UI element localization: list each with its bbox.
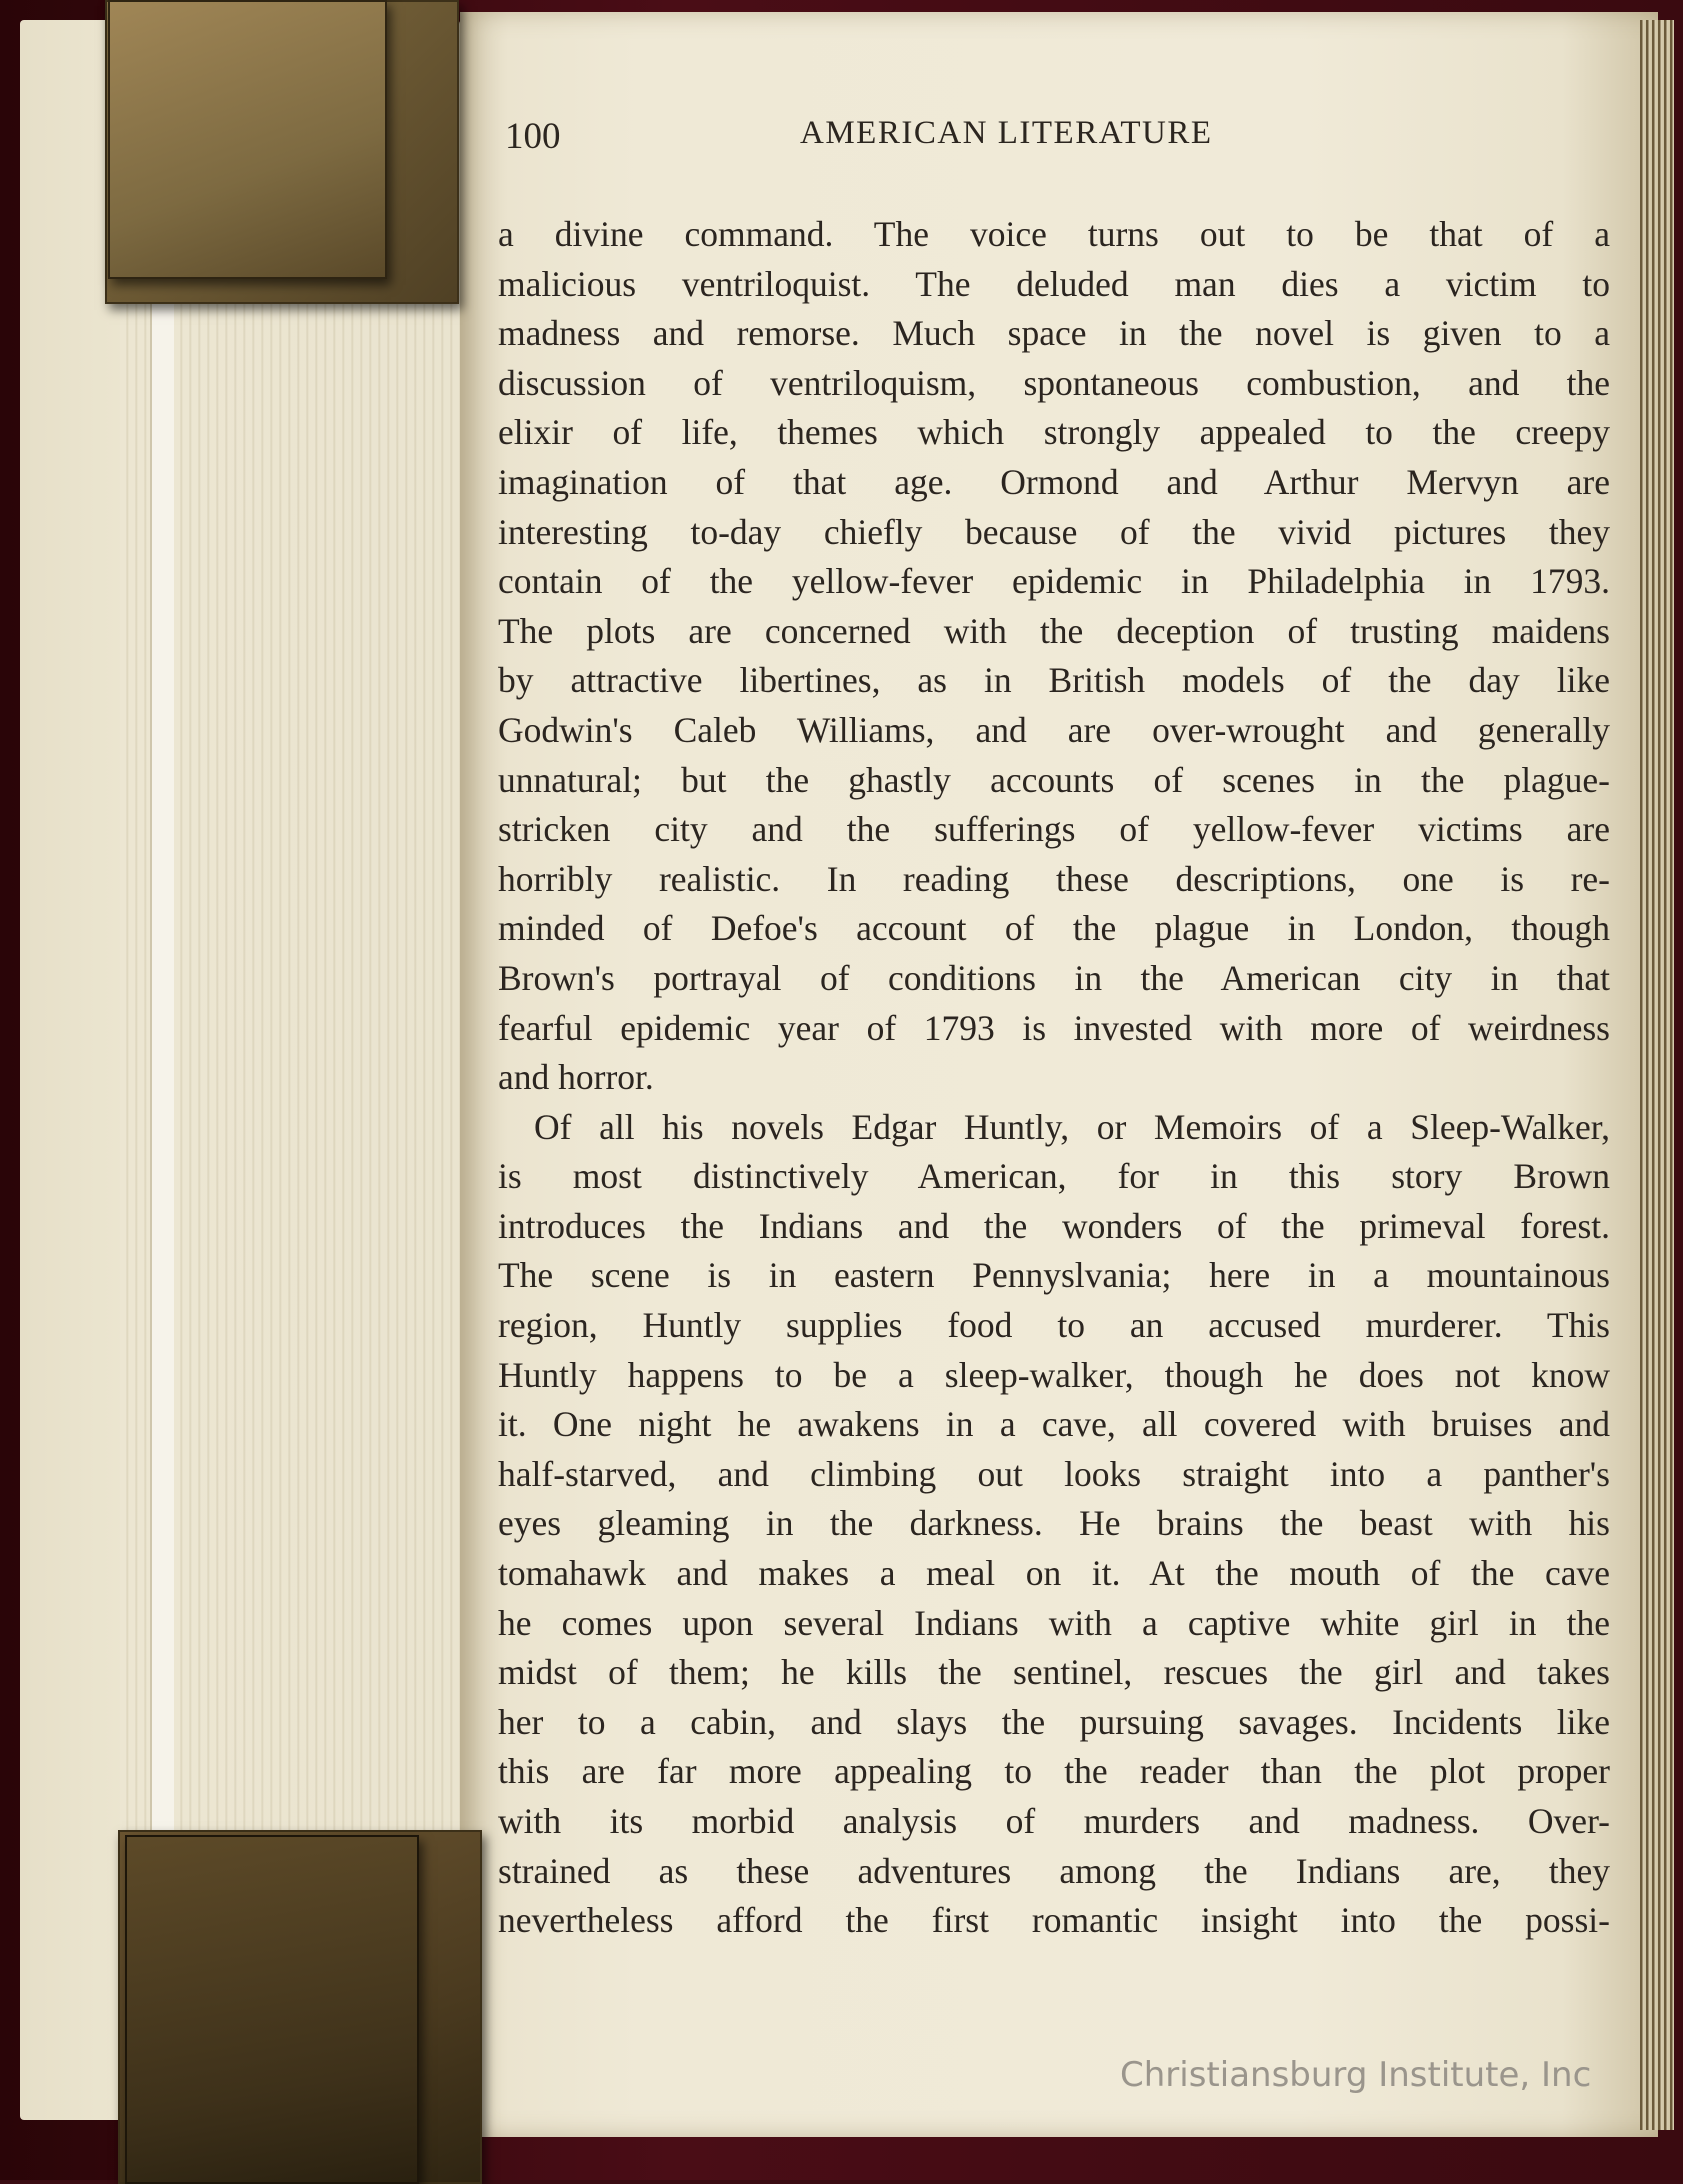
running-head: AMERICAN LITERATURE — [800, 115, 1213, 151]
body-text — [498, 210, 1610, 1946]
text-line: The scene is in eastern Pennyslvania; here in a mountainous — [498, 1255, 1610, 1296]
text-line: is most distinctively American, for in this story Brown — [498, 1156, 1610, 1197]
text-line: The plots are concerned with the deception of trusting maidens — [498, 610, 1610, 651]
text-line: madness and remorse. Much space in the novel is given to a — [498, 313, 1610, 354]
text-line: fearful epidemic year of 1793 is invested with more of weirdness — [498, 1007, 1610, 1048]
text-line: tomahawk and makes a meal on it. At the mouth of the cave — [498, 1553, 1610, 1594]
text-line: introduces the Indians and the wonders of the primeval forest. — [498, 1205, 1610, 1246]
text-line: malicious ventriloquist. The deluded man dies a victim to — [498, 263, 1610, 304]
text-line: discussion of ventriloquism, spontaneous combustion, and the — [498, 362, 1610, 403]
text-line: minded of Defoe's account of the plague in London, though — [498, 908, 1610, 949]
watermark: Christiansburg Institute, Inc — [1120, 2055, 1592, 2095]
top-book-clip-face — [108, 0, 387, 279]
text-line: unnatural; but the ghastly accounts of scenes in the plague- — [498, 759, 1610, 800]
text-line: with its morbid analysis of murders and madness. Over- — [498, 1801, 1610, 1841]
text-line: it. One night he awakens in a cave, all covered with bruises and — [498, 1404, 1610, 1445]
text-line: and horror. — [498, 1057, 654, 1098]
text-line: he comes upon several Indians with a captive white girl in the — [498, 1602, 1610, 1643]
text-line: Brown's portrayal of conditions in the American city in that — [498, 957, 1610, 998]
text-line: Huntly happens to be a sleep-walker, though he does not know — [498, 1354, 1610, 1395]
right-page-edges — [1640, 20, 1674, 2130]
text-line: strained as these adventures among the Indians are, they — [498, 1850, 1610, 1891]
text-line: region, Huntly supplies food to an accused murderer. This — [498, 1305, 1610, 1346]
bottom-book-clip-face — [125, 1835, 419, 2184]
text-line: this are far more appealing to the reader than the plot proper — [498, 1751, 1610, 1792]
text-line: elixir of life, themes which strongly appealed to the creepy — [498, 412, 1610, 453]
text-line: horribly realistic. In reading these descriptions, one is re- — [498, 858, 1610, 899]
text-line: midst of them; he kills the sentinel, rescues the girl and takes — [498, 1652, 1610, 1693]
text-line: stricken city and the sufferings of yellow-fever victims are — [498, 809, 1610, 850]
text-line: a divine command. The voice turns out to be that of a — [498, 214, 1610, 254]
page-number: 100 — [505, 116, 561, 157]
text-line: nevertheless afford the first romantic insight into the possi- — [498, 1900, 1610, 1941]
text-line: Godwin's Caleb Williams, and are over-wrought and generally — [498, 709, 1610, 750]
gutter-strip — [150, 290, 174, 1830]
text-line: half-starved, and climbing out looks straight into a panther's — [498, 1453, 1610, 1494]
text-line: by attractive libertines, as in British models of the day like — [498, 660, 1610, 701]
page-header — [505, 115, 1615, 165]
text-line: interesting to-day chiefly because of the vivid pictures they — [498, 511, 1610, 552]
text-line: imagination of that age. Ormond and Arthur Mervyn are — [498, 461, 1610, 502]
text-line: contain of the yellow-fever epidemic in Philadelphia in 1793. — [498, 561, 1610, 602]
text-line: eyes gleaming in the darkness. He brains the beast with his — [498, 1503, 1610, 1544]
text-line: her to a cabin, and slays the pursuing savages. Incidents like — [498, 1701, 1610, 1742]
text-line: Of all his novels Edgar Huntly, or Memoirs of a Sleep-Walker, — [534, 1106, 1610, 1147]
